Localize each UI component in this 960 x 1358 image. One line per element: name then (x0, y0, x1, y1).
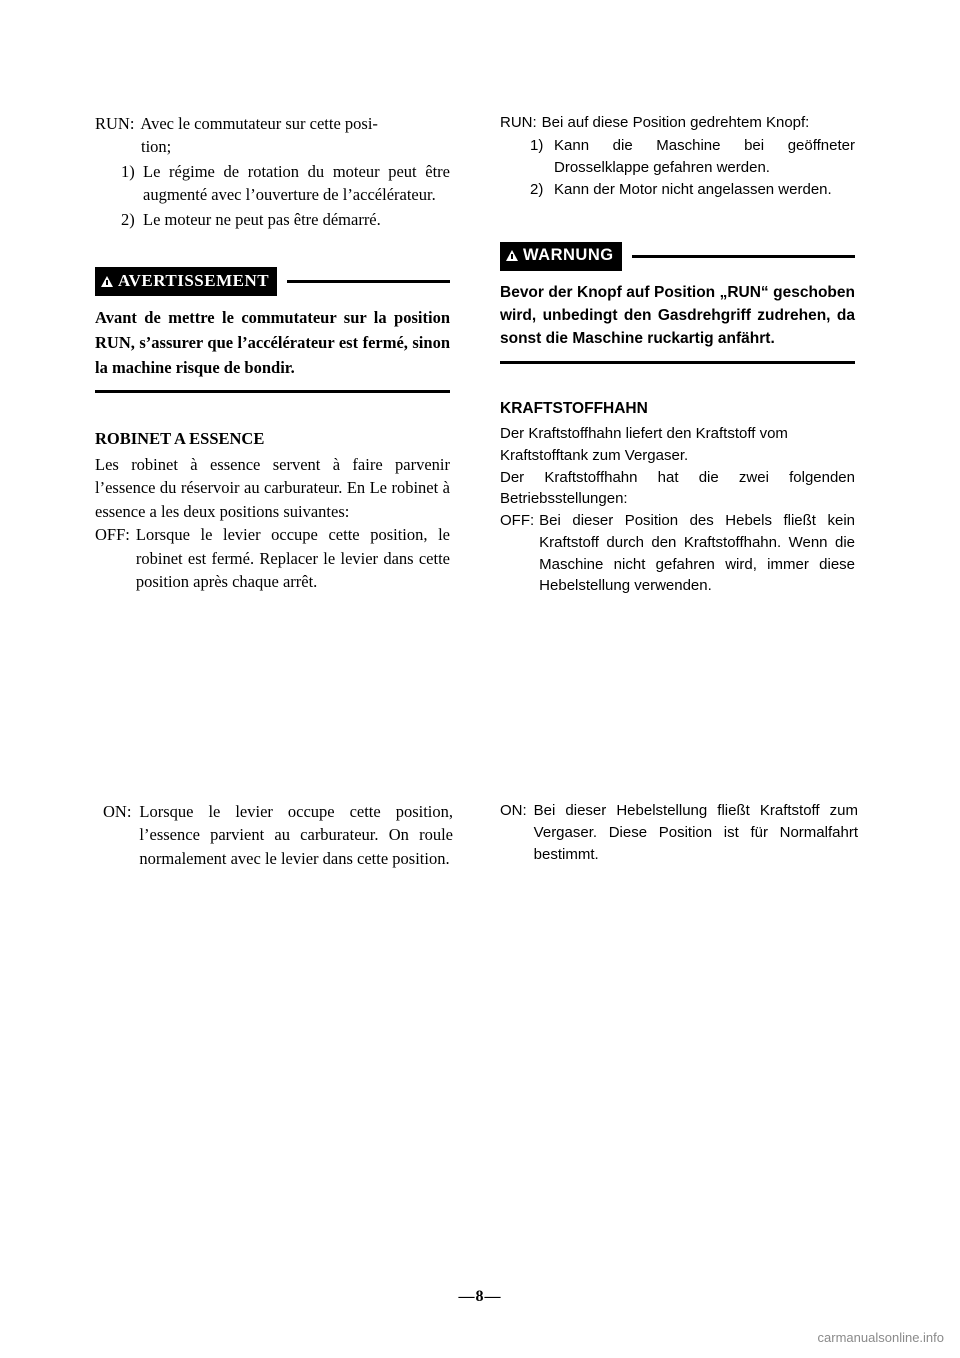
warning-rule-top-de (632, 255, 855, 258)
run-item-text-fr-1: Le régime de rotation du moteur peut être augmenté avec l’ouverture de l’accélérateur. (143, 161, 450, 205)
off-label-de: OFF: (500, 512, 535, 530)
run-item-num-de-2: 2) (530, 181, 544, 199)
section-heading-fr: ROBINET A ESSENCE (95, 429, 265, 449)
warning-badge-fr (95, 267, 277, 296)
warning-text-fr: Avant de mettre le commutateur sur la position RUN, s’assurer que l’accélérateur est fermé, sinon la machine risque de bondir. (95, 308, 450, 377)
french-column (95, 112, 450, 593)
on-label-fr: ON: (103, 802, 132, 821)
off-label-fr: OFF: (95, 525, 130, 545)
on-block-de (500, 800, 858, 865)
warning-rule-bottom-fr (95, 390, 450, 393)
warning-rule-top-fr (287, 280, 450, 283)
page-number: —8— (458, 1288, 502, 1305)
run-line1-de: Bei auf diese Position gedrehtem Knopf: (541, 114, 810, 131)
off-text-fr: Lorsque le levier occupe cette position, le robinet est fermé. Replacer le levier dans cette position après chaque arrêt. (135, 525, 450, 592)
run-item-text-de-1: Kann die Maschine bei geöffneter Drosselklappe gefahren werden. (554, 136, 855, 176)
run-item-fr-2 (121, 208, 450, 231)
warning-triangle-icon (506, 250, 518, 261)
off-block-fr (95, 523, 450, 593)
run-item-de-1 (530, 135, 855, 179)
warning-text-de: Bevor der Knopf auf Position „RUN“ geschoben wird, unbedingt den Gasdrehgriff zudrehen, da sonst die Maschine ruckartig anfährt. (500, 283, 855, 348)
watermark: carmanualsonline.info (817, 1330, 944, 1345)
run-item-num-fr-1: 1) (121, 161, 135, 181)
run-label-de: RUN: (500, 114, 537, 131)
on-label-de: ON: (500, 802, 527, 819)
run-item-de-2 (530, 179, 855, 201)
warning-triangle-icon (101, 276, 113, 287)
on-text-fr: Lorsque le levier occupe cette position, l’essence parvient au carburateur. On roule normalement avec le levier dans cette position. (139, 802, 453, 868)
run-block-fr (95, 112, 450, 231)
section-heading-de: KRAFTSTOFFHAHN (500, 399, 648, 417)
section-paragraph1-de: Der Kraftstoffhahn liefert den Kraftstoff vom Kraftstofftank zum Vergaser. (500, 425, 788, 464)
run-item-num-fr-2: 2) (121, 209, 135, 229)
run-item-num-de-1: 1) (530, 136, 544, 154)
german-column (500, 112, 855, 597)
run-line1-fr: Avec le commutateur sur cette posi- (140, 114, 378, 133)
warning-rule-bottom-de (500, 361, 855, 364)
run-item-text-fr-2: Le moteur ne peut pas être démarré. (143, 209, 381, 229)
section-paragraph2-de: Der Kraftstoffhahn hat die zwei folgenden Betriebsstellungen: (500, 468, 855, 508)
off-text-de: Bei dieser Position des Hebels fließt kein Kraftstoff durch den Kraftstoffhahn. Wenn die Maschine nicht gefahren wird, immer diese Hebelstellung verwenden. (539, 512, 855, 595)
run-label-fr: RUN: (95, 114, 135, 133)
off-block-de (500, 510, 855, 597)
warning-badge-de (500, 242, 622, 271)
on-block-fr (95, 800, 453, 870)
run-item-text-de-2: Kann der Motor nicht angelassen werden. (554, 181, 832, 199)
warning-box-de (500, 242, 855, 364)
section-paragraph-fr: Les robinet à essence servent à faire parvenir l’essence du réservoir au carburateur. En Le robinet à essence a les deux positions suivantes: (95, 454, 450, 521)
run-block-de (500, 112, 855, 201)
warning-box-fr (95, 267, 450, 393)
warning-badge-label-fr: AVERTISSEMENT (118, 271, 270, 291)
warning-badge-label-de: WARNUNG (523, 246, 614, 264)
run-line2-fr: tion; (141, 137, 172, 157)
on-text-de: Bei dieser Hebelstellung fließt Kraftstoff zum Vergaser. Diese Position ist für Normalfahrt bestimmt. (533, 802, 858, 863)
run-item-fr-1 (121, 160, 450, 207)
